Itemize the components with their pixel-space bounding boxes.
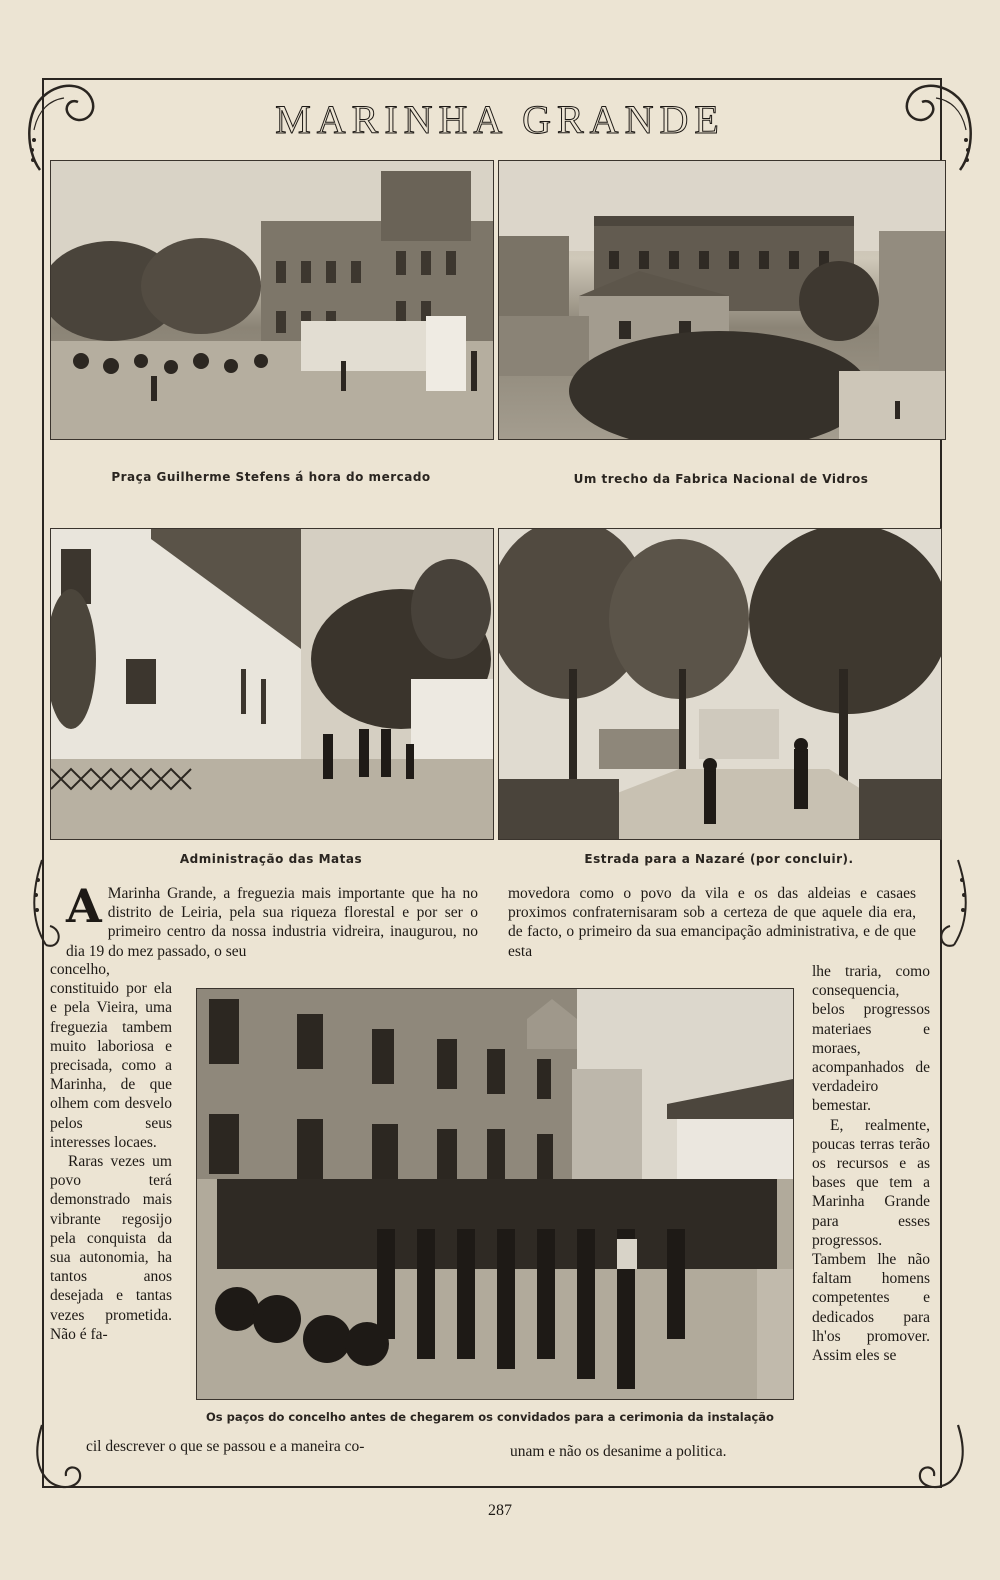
page-title: MARINHA GRANDE [275,97,725,142]
article-col1-top-text: Marinha Grande, a freguezia mais importante que ha no distrito de Leiria, pela sua riqueza florestal e por ser o primeiro centro da nossa industria vidreira, inaugurou, no dia 19 do mez passado, o seu [66,885,478,960]
photo-forest-administration [50,528,494,840]
corner-ornament-bottom-left [20,1420,100,1500]
article-col2-narrow-para1: lhe traria, como consequencia, belos progressos materiaes e moraes, acompanhados de verdadeiro bemestar. [812,963,930,1115]
corner-ornament-bottom-right [900,1420,980,1500]
photo-market-square [50,160,494,440]
article-col1-intro [66,879,478,961]
article-dropcap: A [66,879,102,933]
photo-town-hall [196,988,794,1400]
article-col1-bottom: cil descrever o que se passou e a maneira co- [86,1438,365,1455]
article-col2-top: movedora como o povo da vila e os das aldeias e casaes proximos confraternisaram sob a certeza de que aquele dia era, de facto, o primeiro da sua emancipação administrativa, e de que esta [508,885,916,960]
article-col2-bottom: unam e não os desanime a politica. [510,1443,727,1460]
photo-road-nazare-caption: Estrada para a Nazaré (por concluir). [584,852,854,866]
photo-market-square-caption: Praça Guilherme Stefens á hora do mercado [111,470,431,484]
article-col1-narrow-para2: Raras vezes um povo terá demonstrado mais vibrante regosijo pela conquista da sua autonomia, ha tantos anos desejada e tantas vezes prometida. Não é fa- [50,1153,172,1343]
article-col1-narrow [50,960,172,1344]
article-col2-narrow-para2: E, realmente, poucas terras terão os recursos e as bases que tem a Marinha Grande para esses progressos. Tambem lhe não faltam homens competentes e dedicados para lh'os promover. Assim eles se [812,1116,930,1365]
photo-town-hall-caption: Os paços do concelho antes de chegarem os convidados para a cerimonia da instalação [206,1410,774,1424]
photo-forest-administration-caption: Administração das Matas [179,852,363,866]
photo-glass-factory [498,160,946,440]
photo-glass-factory-caption: Um trecho da Fabrica Nacional de Vidros [573,472,869,486]
article-col1-narrow-para1: concelho, constituido por ela e pela Vieira, uma freguezia tambem muito laboriosa e precisada, como a Marinha, de que olhem com desvelo pelos seus interesses locaes. [50,961,172,1151]
page-number: 287 [488,1502,512,1519]
article-col2-narrow [812,962,930,1365]
photo-road-nazare [498,528,942,840]
